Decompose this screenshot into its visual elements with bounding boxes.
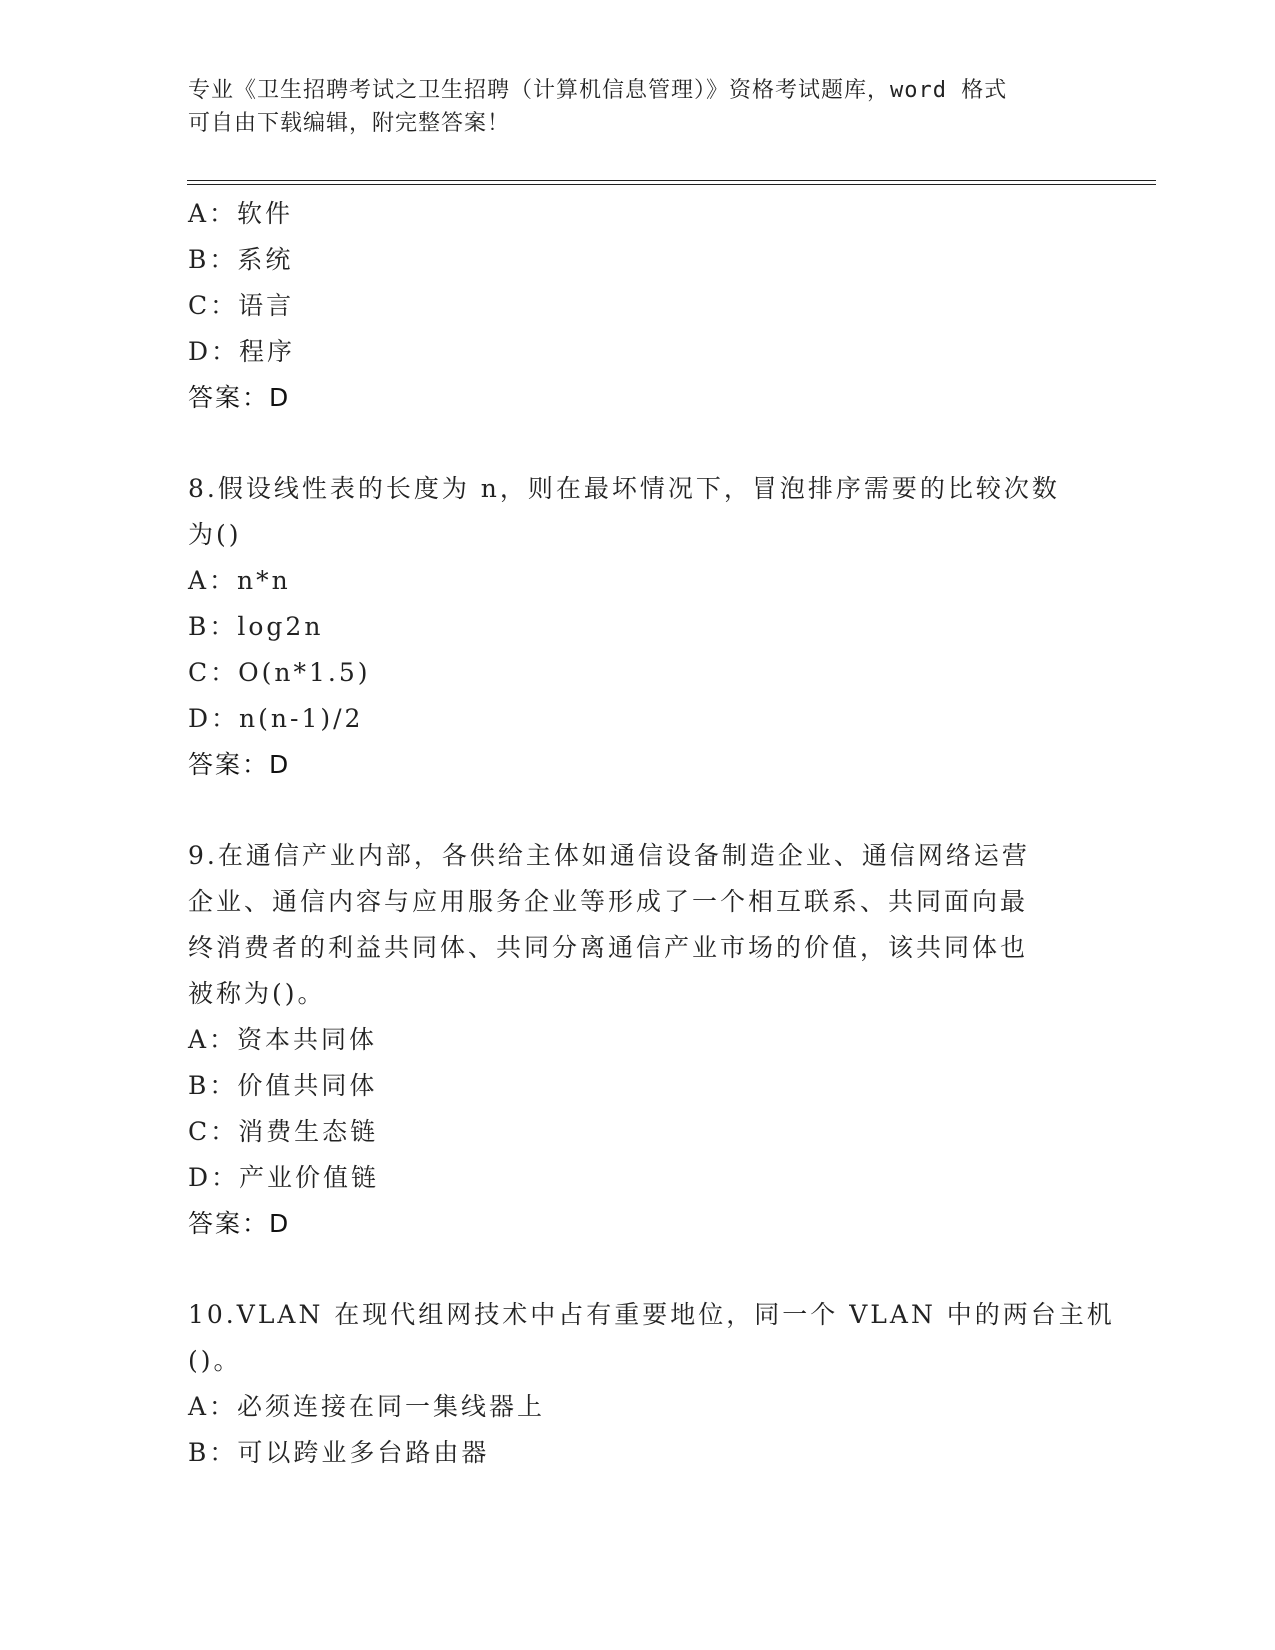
question-text: 企业、通信内容与应用服务企业等形成了一个相互联系、共同面向最	[188, 887, 1029, 916]
header-divider-top	[187, 180, 1156, 181]
option-d: D：程序	[188, 337, 296, 366]
question-text: 被称为()。	[188, 979, 326, 1008]
question-7-continued	[188, 191, 1088, 421]
option-a: A：必须连接在同一集线器上	[188, 1392, 546, 1421]
option-a: A：n*n	[188, 566, 291, 595]
answer: 答案：D	[188, 383, 291, 412]
answer: 答案：D	[188, 750, 291, 779]
question-text: ()。	[188, 1346, 242, 1375]
option-b: B：系统	[188, 245, 294, 274]
option-c: C：语言	[188, 291, 295, 320]
question-9	[188, 833, 1088, 1247]
question-content	[188, 191, 1115, 1476]
question-text: 终消费者的利益共同体、共同分离通信产业市场的价值，该共同体也	[188, 933, 1029, 962]
header-line-1: 专业《卫生招聘考试之卫生招聘（计算机信息管理）》资格考试题库，word 格式	[188, 78, 1008, 103]
question-text: 为()	[188, 520, 242, 549]
option-a: A：资本共同体	[188, 1025, 378, 1054]
option-b: B：可以跨业多台路由器	[188, 1438, 490, 1467]
question-text: 8.假设线性表的长度为 n，则在最坏情况下，冒泡排序需要的比较次数	[188, 474, 1060, 503]
option-d: D：产业价值链	[188, 1163, 380, 1192]
option-b: B：价值共同体	[188, 1071, 378, 1100]
question-text: 10.VLAN 在现代组网技术中占有重要地位，同一个 VLAN 中的两台主机	[188, 1300, 1115, 1329]
document-header	[188, 74, 1088, 140]
question-text: 9.在通信产业内部，各供给主体如通信设备制造企业、通信网络运营	[188, 841, 1030, 870]
option-c: C：O(n*1.5)	[188, 658, 371, 687]
question-8	[188, 466, 1088, 788]
option-c: C：消费生态链	[188, 1117, 379, 1146]
header-line-2: 可自由下载编辑，附完整答案！	[188, 111, 511, 136]
option-d: D：n(n-1)/2	[188, 704, 364, 733]
answer: 答案：D	[188, 1209, 291, 1238]
option-a: A：软件	[188, 199, 294, 228]
header-divider-bottom	[187, 184, 1156, 185]
question-10	[188, 1292, 1115, 1476]
option-b: B：log2n	[188, 612, 324, 641]
